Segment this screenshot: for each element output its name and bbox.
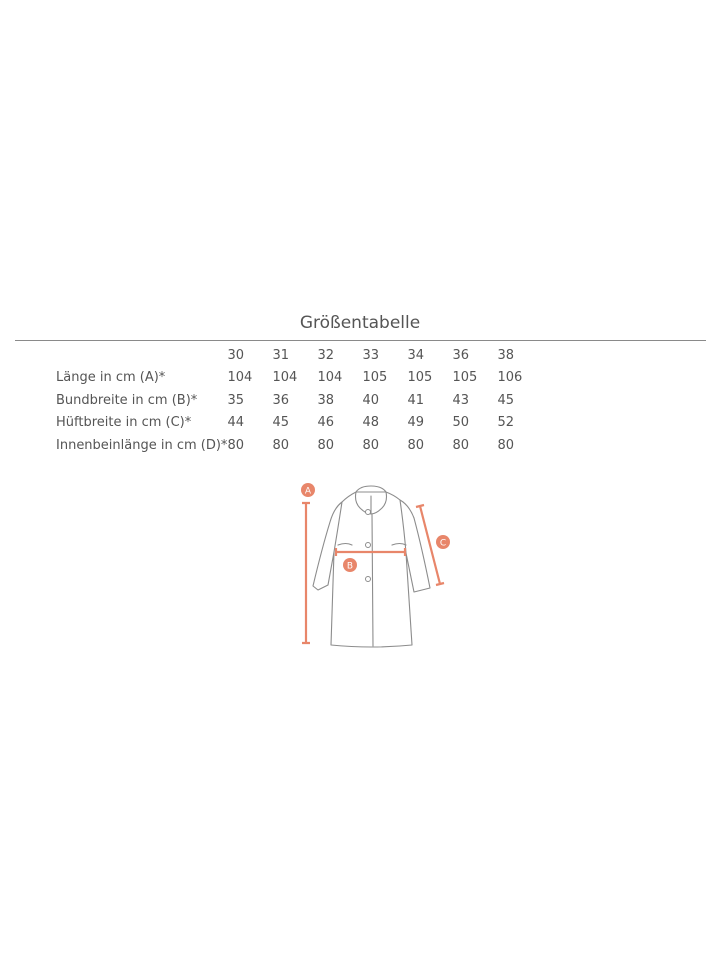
table-cell: 43 xyxy=(452,392,469,408)
table-cell: 41 xyxy=(407,392,424,408)
table-cell: 104 xyxy=(227,370,253,386)
marker-c-label: C xyxy=(439,538,447,549)
table-cell: 106 xyxy=(497,370,523,386)
size-header: 33 xyxy=(362,347,379,363)
table-cell: 105 xyxy=(362,370,388,386)
marker-a-icon xyxy=(301,483,315,497)
table-cell: 35 xyxy=(227,392,244,408)
size-header: 36 xyxy=(452,347,469,363)
row-label-text: Bundbreite in cm (B)* xyxy=(56,392,198,408)
table-cell: 36 xyxy=(272,392,289,408)
table-cell: 49 xyxy=(407,415,424,431)
size-header: 32 xyxy=(317,347,334,363)
coat-buttons xyxy=(366,510,371,582)
table-cell: 38 xyxy=(317,392,334,408)
marker-b-label: B xyxy=(346,561,354,572)
row-label xyxy=(56,412,227,435)
coat-measurement-diagram xyxy=(296,480,456,655)
size-header: 38 xyxy=(497,347,514,363)
table-cell: 105 xyxy=(407,370,433,386)
size-header-row xyxy=(56,344,542,367)
marker-b-icon xyxy=(343,558,357,572)
row-label xyxy=(56,434,227,457)
size-header: 30 xyxy=(227,347,244,363)
table-cell: 80 xyxy=(497,437,514,453)
table-cell: 104 xyxy=(317,370,343,386)
table-cell: 45 xyxy=(497,392,514,408)
table-cell: 80 xyxy=(362,437,379,453)
table-cell: 40 xyxy=(362,392,379,408)
length-measure-line-a xyxy=(302,503,310,643)
size-header: 31 xyxy=(272,347,289,363)
waist-measure-line-b xyxy=(336,548,405,556)
table-cell: 50 xyxy=(452,415,469,431)
measurement-markers xyxy=(301,483,450,572)
row-label-text: Länge in cm (A)* xyxy=(56,370,166,386)
coat-pocket-right xyxy=(392,544,406,546)
table-cell: 46 xyxy=(317,415,334,431)
row-label xyxy=(56,367,227,390)
chart-title: Größentabelle xyxy=(299,313,421,333)
size-table xyxy=(56,344,542,457)
sleeve-seam-right xyxy=(400,500,406,553)
marker-a-label: A xyxy=(304,486,312,497)
row-label-text: Innenbeinlänge in cm (D)* xyxy=(56,437,228,453)
row-label xyxy=(56,389,227,412)
marker-c-icon xyxy=(436,535,450,549)
button xyxy=(366,510,371,515)
table-cell: 52 xyxy=(497,415,514,431)
coat-pocket-left xyxy=(338,544,352,546)
title-divider xyxy=(15,340,706,341)
table-cell: 44 xyxy=(227,415,244,431)
table-row xyxy=(56,367,542,390)
button xyxy=(366,577,371,582)
table-row xyxy=(56,389,542,412)
table-cell: 45 xyxy=(272,415,289,431)
size-header: 34 xyxy=(407,347,424,363)
table-row xyxy=(56,412,542,435)
button xyxy=(366,543,371,548)
table-cell: 80 xyxy=(272,437,289,453)
table-cell: 48 xyxy=(362,415,379,431)
coat-outline xyxy=(313,486,430,647)
coat-placket xyxy=(372,514,373,646)
table-cell: 104 xyxy=(272,370,298,386)
table-cell: 105 xyxy=(452,370,478,386)
table-cell: 80 xyxy=(407,437,424,453)
header-empty-cell xyxy=(56,344,227,367)
table-cell: 80 xyxy=(452,437,469,453)
table-cell: 80 xyxy=(227,437,244,453)
row-label-text: Hüftbreite in cm (C)* xyxy=(56,415,192,431)
table-cell: 80 xyxy=(317,437,334,453)
table-row xyxy=(56,434,542,457)
